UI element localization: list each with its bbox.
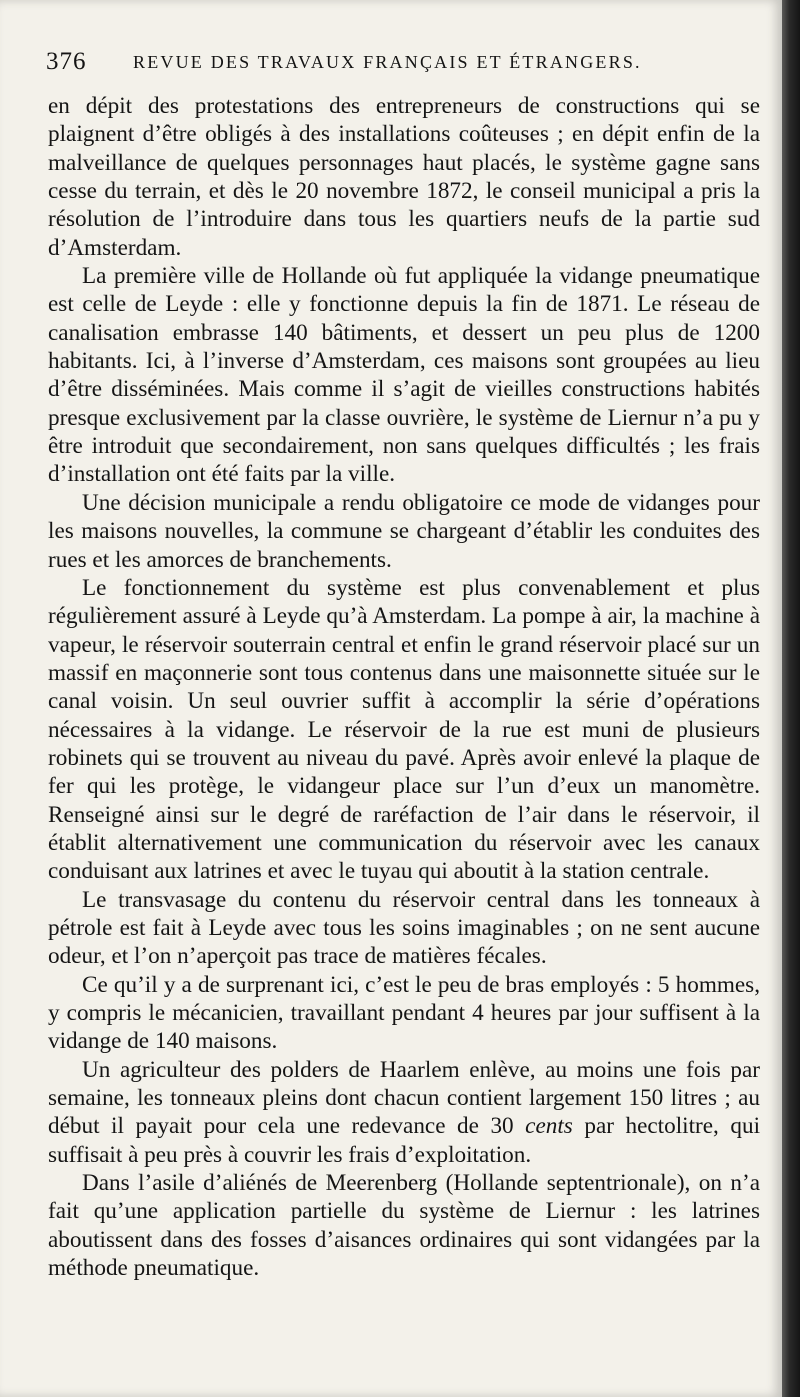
paragraph-2: La première ville de Hollande où fut appliquée la vidange pneumatique est celle de Leyde : elle y fonctionne depuis la fin de 1871. Le réseau de canalisation embrasse 140 bâtiments, et dessert un peu plus de 1200 habitants. Ici, à l’inverse d’Amsterdam, ces maisons sont groupées au lieu d’être disséminées. Mais comme il s’agit de vieilles constructions habités presque exclusivement par la classe ouvrière, le système de Liernur n’a pu y être introduit que secondairement, non sans quelques difficultés ; les frais d’installation ont été faits par la ville. — [48, 263, 760, 488]
page-edge-shadow — [782, 0, 800, 1397]
body-text — [48, 92, 760, 1282]
running-title: REVUE DES TRAVAUX FRANÇAIS ET ÉTRANGERS. — [133, 52, 642, 72]
paragraph-4: Le fonctionnement du système est plus convenablement et plus régulièrement assuré à Leyde qu’à Amsterdam. La pompe à air, la machine à vapeur, le réservoir souterrain central et enfin le grand réservoir placé sur un massif en maçonnerie sont tous contenus dans une maisonnette située sur le canal voisin. Un seul ouvrier suffit à accomplir la série d’opérations nécessaires à la vidange. Le réservoir de la rue est muni de plusieurs robinets qui se trouvent au niveau du pavé. Après avoir enlevé la plaque de fer qui les protège, le vidangeur place sur l’un d’eux un manomètre. Renseigné ainsi sur le degré de raréfaction de l’air dans le réservoir, il établit alternativement une communication du réservoir avec les canaux conduisant aux latrines et avec le tuyau qui aboutit à la station centrale. — [48, 574, 760, 885]
paragraph-6: Ce qu’il y a de surprenant ici, c’est le peu de bras employés : 5 hommes, y compris le mécanicien, travaillant pendant 4 heures par jour suffisent à la vidange de 140 maisons. — [48, 971, 760, 1055]
paragraph-8: Dans l’asile d’aliénés de Meerenberg (Hollande septentrionale), on n’a fait qu’une application partielle du système de Liernur : les latrines aboutissent dans des fosses d’aisances ordinaires qui sont vidangées par la méthode pneumatique. — [48, 1170, 760, 1282]
italic-cents: cents — [525, 1113, 573, 1140]
paragraph-1: en dépit des protestations des entrepreneurs de constructions qui se plaignent d’être obligés à des installations coûteuses ; en dépit enfin de la malveillance de quelques personnages haut placés, le système gagne sans cesse du terrain, et dès le 20 novembre 1872, le conseil municipal a pris la résolution de l’introduire dans tous les quartiers neufs de la partie sud d’Amsterdam. — [48, 93, 760, 261]
paragraph-3: Une décision municipale a rendu obligatoire ce mode de vidanges pour les maisons nouvelles, la commune se chargeant d’établir les conduites des rues et les amorces de branchements. — [48, 489, 760, 573]
paragraph-7: Un agriculteur des polders de Haarlem enlève, au moins une fois par semaine, les tonneaux pleins dont chacun contient largement 150 litres ; au début il payait pour cela une redevance de 30 cents par hectolitre, qui suffisait à peu près à couvrir les frais d’exploitation. — [48, 1056, 761, 1168]
paragraph-5: Le transvasage du contenu du réservoir central dans les tonneaux à pétrole est fait à Leyde avec tous les soins imaginables ; on ne sent aucune odeur, et l’on n’aperçoit pas trace de matières fécales. — [48, 886, 760, 970]
page-header — [46, 40, 746, 80]
page-number: 376 — [46, 48, 87, 75]
